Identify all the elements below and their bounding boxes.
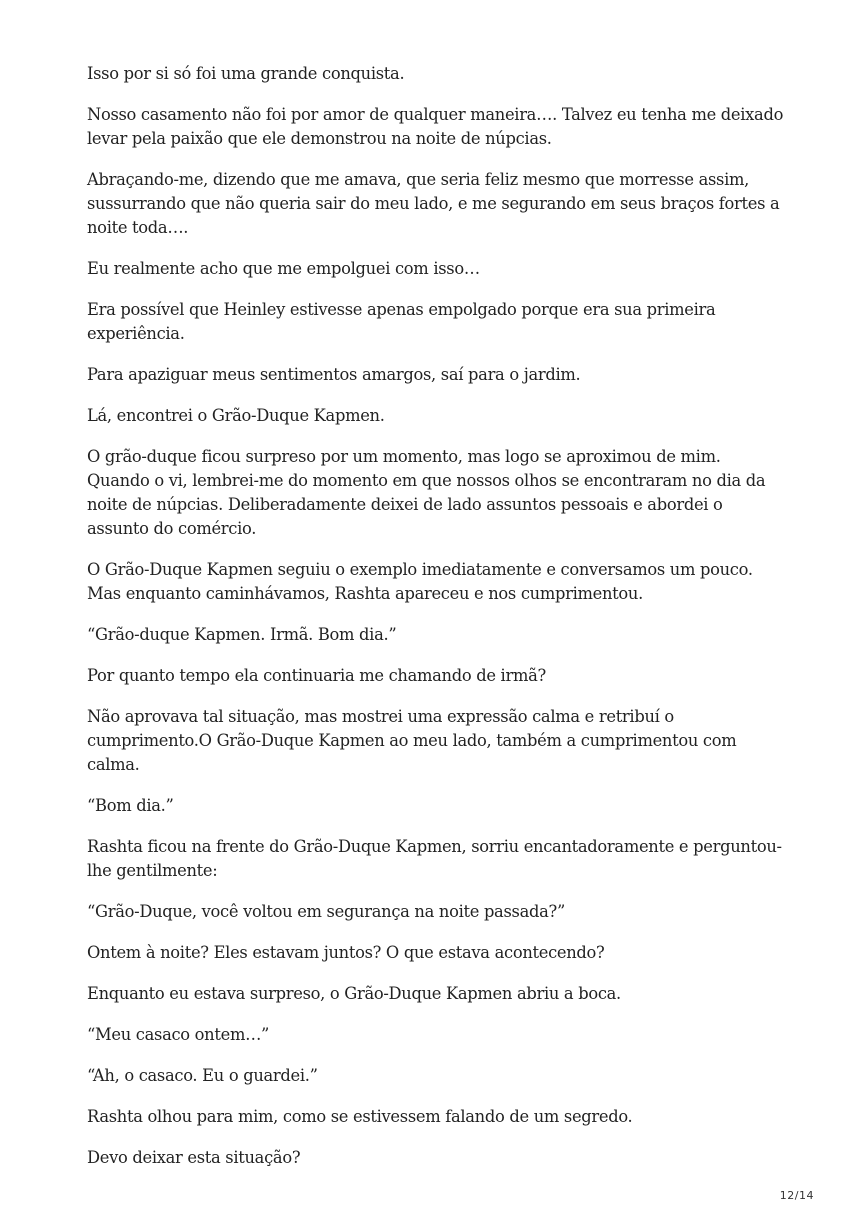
paragraph: Rashta olhou para mim, como se estivessem falando de um segredo.: [87, 1107, 633, 1126]
paragraph: Isso por si só foi uma grande conquista.: [87, 64, 405, 83]
paragraph: Ontem à noite? Eles estavam juntos? O que estava acontecendo?: [87, 943, 605, 962]
page-number: 12/14: [779, 1189, 814, 1202]
paragraph: “Meu casaco ontem…”: [87, 1025, 270, 1044]
paragraph: Devo deixar esta situação?: [87, 1148, 301, 1167]
paragraph: O grão-duque ficou surpreso por um momento, mas logo se aproximou de mim. Quando o vi, lembrei-me do momento em que nossos olhos se encontraram no dia da noite de núpcias. Deliberadamente deixei de lado assuntos pessoais e abordei o assunto do comércio.: [87, 447, 766, 538]
paragraph: Era possível que Heinley estivesse apenas empolgado porque era sua primeira experiência.: [87, 300, 716, 343]
paragraph: Nosso casamento não foi por amor de qualquer maneira…. Talvez eu tenha me deixado levar pela paixão que ele demonstrou na noite de núpcias.: [87, 105, 784, 148]
paragraph: “Bom dia.”: [87, 796, 174, 815]
paragraph: Enquanto eu estava surpreso, o Grão-Duque Kapmen abriu a boca.: [87, 984, 621, 1003]
paragraph: “Grão-Duque, você voltou em segurança na noite passada?”: [87, 902, 565, 921]
paragraph: Não aprovava tal situação, mas mostrei uma expressão calma e retribuí o cumprimento.O Grão-Duque Kapmen ao meu lado, também a cumprimentou com calma.: [87, 707, 737, 774]
paragraph: Lá, encontrei o Grão-Duque Kapmen.: [87, 406, 385, 425]
paragraph: Eu realmente acho que me empolguei com isso…: [87, 259, 480, 278]
paragraph: Por quanto tempo ela continuaria me chamando de irmã?: [87, 666, 546, 685]
paragraph: “Ah, o casaco. Eu o guardei.”: [87, 1066, 318, 1085]
paragraph: Abraçando-me, dizendo que me amava, que seria feliz mesmo que morresse assim, sussurrando que não queria sair do meu lado, e me segurando em seus braços fortes a noite toda….: [87, 170, 780, 237]
paragraph: O Grão-Duque Kapmen seguiu o exemplo imediatamente e conversamos um pouco. Mas enquanto caminhávamos, Rashta apareceu e nos cumprimentou.: [87, 560, 753, 603]
paragraph: Rashta ficou na frente do Grão-Duque Kapmen, sorriu encantadoramente e perguntou-lhe gentilmente:: [87, 837, 782, 880]
document-body: [87, 62, 787, 1187]
paragraph: “Grão-duque Kapmen. Irmã. Bom dia.”: [87, 625, 397, 644]
paragraph: Para apaziguar meus sentimentos amargos, saí para o jardim.: [87, 365, 581, 384]
